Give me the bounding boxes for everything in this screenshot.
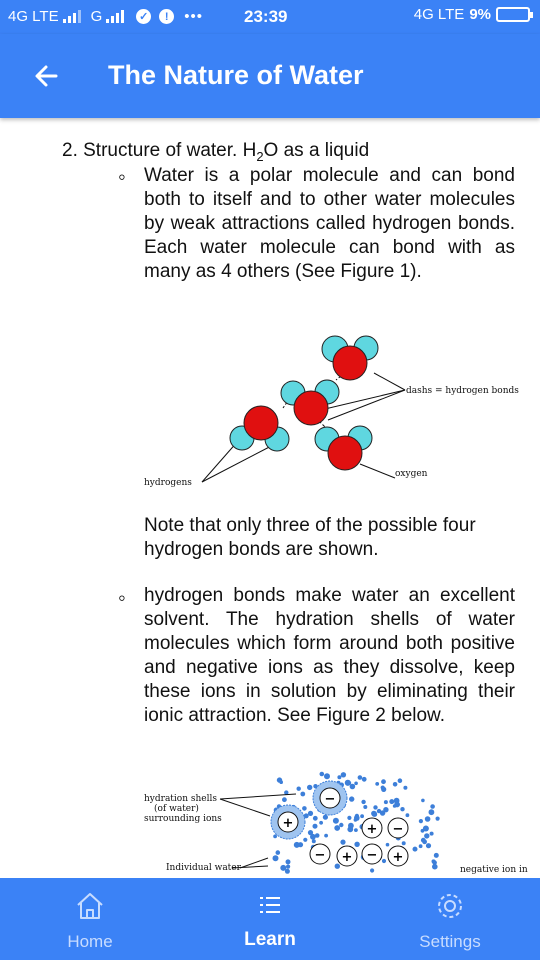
water-dot [335, 864, 340, 869]
water-dot [393, 782, 398, 787]
water-dot [381, 779, 386, 784]
svg-text:+: + [282, 816, 294, 831]
network-label-2: G [90, 8, 103, 25]
water-dot [276, 850, 281, 855]
label-oxygen: oxygen [395, 469, 428, 479]
water-dot [432, 859, 436, 863]
molecule-2 [281, 380, 339, 425]
water-dot [402, 841, 406, 845]
water-dot [282, 797, 287, 802]
water-dot [304, 813, 309, 818]
water-dot [348, 823, 354, 829]
water-dot [371, 811, 377, 817]
water-dot [430, 804, 435, 809]
water-dot [393, 804, 397, 808]
svg-text:+: + [366, 822, 378, 837]
molecule-4 [315, 426, 372, 470]
gear-icon [432, 890, 468, 922]
battery-percent: 9% [469, 6, 491, 23]
home-icon [72, 890, 108, 922]
alert-icon: ! [159, 9, 174, 24]
water-dot [383, 807, 388, 812]
water-dot [308, 830, 313, 835]
water-dot [425, 816, 431, 822]
battery-icon [496, 7, 530, 22]
nav-home[interactable] [0, 878, 180, 960]
water-dot [419, 844, 423, 848]
water-dot [362, 777, 367, 782]
svg-text:−: − [366, 848, 378, 863]
water-dot [323, 815, 328, 820]
water-dot [277, 777, 282, 782]
water-dot [413, 847, 418, 852]
water-dot [360, 814, 364, 818]
nav-settings[interactable] [360, 878, 540, 960]
bullet-text-2: hydrogen bonds make water an excellent solvent. The hydration shells of water molecules which form around both positive and negative ions as they dissolve, keep these ions in solution by eliminating their ionic attraction. See Figure 2 below. [144, 585, 515, 726]
app-bar [0, 34, 540, 118]
nav-settings-label: Settings [419, 932, 481, 951]
status-bar [0, 0, 540, 34]
label-hydrogen-bonds: dashs = hydrogen bonds [406, 386, 519, 396]
water-dot [354, 828, 358, 832]
section-heading [62, 140, 369, 164]
water-dot [349, 796, 354, 801]
water-dot [363, 805, 367, 809]
water-dot [337, 775, 341, 779]
article-content[interactable] [0, 118, 540, 878]
water-dot [308, 811, 313, 816]
water-dot [286, 859, 291, 864]
water-dot [273, 855, 279, 861]
water-dot [421, 829, 425, 833]
water-dot [285, 869, 290, 874]
network-label-3: 4G LTE [413, 6, 465, 23]
heading-prefix: 2. Structure of water. H [62, 140, 257, 161]
svg-text:+: + [341, 850, 353, 865]
water-molecules-figure [140, 326, 520, 496]
arrow-left-icon [30, 60, 66, 92]
back-button[interactable] [30, 60, 66, 92]
water-dot [334, 825, 340, 831]
figure-note: Note that only three of the possible four hydrogen bonds are shown. [144, 515, 476, 560]
label-hydration-shells: hydration shells [144, 794, 217, 804]
water-dot [406, 813, 410, 817]
svg-text:+: + [392, 850, 404, 865]
water-dot [429, 809, 435, 815]
water-dot [384, 800, 388, 804]
water-dot [320, 772, 325, 777]
water-dot [286, 865, 290, 869]
water-dot [403, 786, 407, 790]
label-of-water: (of water) [154, 804, 199, 814]
water-dot [386, 843, 390, 847]
water-dot [375, 782, 379, 786]
water-dot [347, 816, 351, 820]
heading-subscript: 2 [256, 148, 264, 164]
water-dot [313, 824, 318, 829]
page-title: The Nature of Water [108, 60, 364, 90]
molecule-3 [230, 406, 289, 451]
water-dot [303, 838, 307, 842]
water-dot [398, 778, 403, 783]
water-dot [324, 834, 328, 838]
water-dot [300, 792, 305, 797]
water-dot [340, 840, 345, 845]
network-label-1: 4G LTE [8, 8, 59, 25]
bullet-text-1: Water is a polar molecule and can bond both to itself and to other water molecules by weak attractions called hydrogen bonds. Each water molecule can bond with as many as 4 others (See Figure 1). [144, 165, 515, 282]
water-dot [294, 842, 300, 848]
signal-icon-2 [106, 10, 124, 23]
svg-text:−: − [314, 848, 326, 863]
hydration-shells-figure [140, 772, 528, 878]
water-dot [358, 775, 363, 780]
water-dot [350, 784, 356, 790]
water-dot [273, 835, 277, 839]
status-right [414, 6, 530, 23]
water-dot [313, 816, 318, 821]
water-dot [421, 799, 425, 803]
shield-icon: ✓ [136, 9, 151, 24]
water-dot [436, 817, 440, 821]
water-dot [426, 843, 431, 848]
water-dot [389, 799, 394, 804]
water-dot [312, 839, 316, 843]
label-surrounding-ions: surrounding ions [144, 814, 222, 824]
list-icon [252, 890, 288, 922]
water-dot [339, 823, 343, 827]
water-dot [341, 772, 346, 777]
water-dot [361, 800, 365, 804]
water-dot [297, 787, 301, 791]
label-hydrogens: hydrogens [144, 478, 192, 488]
nav-home-label: Home [67, 932, 113, 951]
water-dot [355, 816, 360, 821]
clock: 23:39 [244, 7, 288, 26]
water-dot [377, 809, 381, 813]
label-negative-ion: negative ion in [460, 865, 528, 875]
water-dot [315, 833, 320, 838]
nav-learn-label: Learn [244, 929, 296, 950]
water-dot [381, 787, 386, 792]
water-dot [434, 853, 439, 858]
water-dot [354, 842, 359, 847]
water-dot [400, 807, 404, 811]
nav-learn[interactable] [180, 878, 360, 960]
water-dot [373, 805, 377, 809]
signal-icon [63, 10, 81, 23]
svg-text:−: − [324, 792, 336, 807]
bullet-marker: ◦ [118, 164, 126, 189]
water-dot [324, 773, 330, 779]
water-dot [307, 785, 312, 790]
water-dot [319, 821, 323, 825]
molecule-1 [322, 336, 378, 380]
water-dot [345, 780, 351, 786]
water-dot [302, 806, 307, 811]
water-dot [424, 833, 429, 838]
water-dot [422, 839, 427, 844]
water-dot [419, 819, 423, 823]
water-dot [354, 782, 358, 786]
water-dot [333, 818, 339, 824]
water-dot [430, 832, 434, 836]
status-left [8, 8, 203, 25]
bullet-marker: ◦ [118, 585, 126, 610]
more-icon: ••• [184, 8, 204, 25]
water-dot [382, 859, 386, 863]
heading-suffix: O as a liquid [263, 140, 370, 161]
label-individual-water: Individual water [166, 863, 241, 873]
bottom-navigation [0, 878, 540, 960]
water-dot [370, 868, 374, 872]
svg-text:−: − [392, 822, 404, 837]
